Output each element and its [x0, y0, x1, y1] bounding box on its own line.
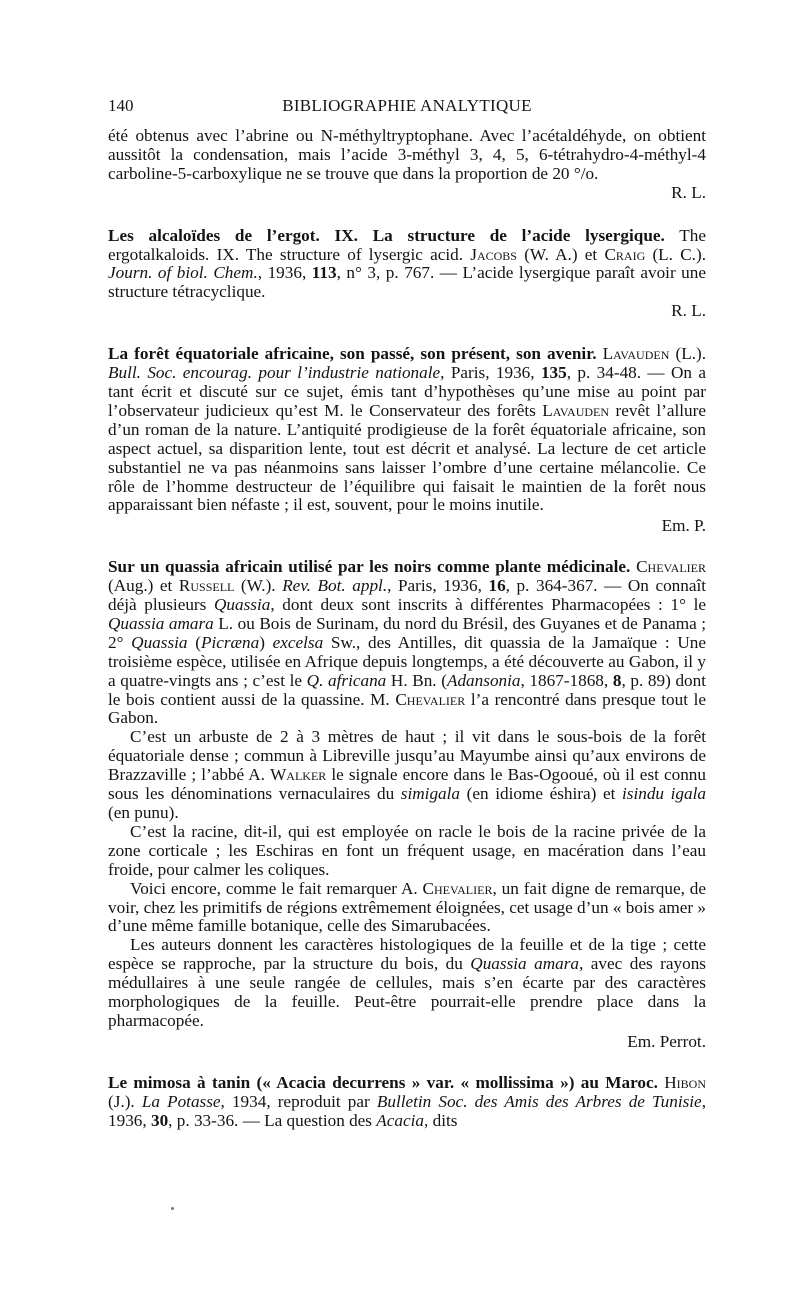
entry-title: Le mimosa à tanin (« Acacia decurrens » var. « mollissima ») au Maroc. [108, 1072, 658, 1092]
journal-name: La Potasse [141, 1091, 221, 1111]
entry-signature: R. L. [671, 301, 706, 321]
entry-signature: Em. P. [661, 516, 706, 536]
species-name: Quassia [131, 632, 188, 652]
volume-number: 30 [150, 1110, 169, 1130]
journal-name: Bulletin Soc. des Amis des Arbres de Tunisie [376, 1091, 702, 1111]
author-name: Lavauden [602, 344, 670, 364]
journal-name: Adansonia [446, 670, 521, 690]
species-name: Q. africana [306, 670, 387, 690]
author-name: Craig [604, 244, 646, 264]
species-name: Acacia [376, 1110, 425, 1130]
journal-name: Rev. Bot. appl. [282, 576, 388, 596]
entry-paragraph: Voici encore, comme le fait remarquer A. Chevalier, un fait digne de remarque, de voir, chez les primitifs de régions extrêmement éloignées, cet usage d’un « bois amer » d’une même famille botanique, celle des Simarubacées. [108, 878, 706, 936]
running-title: BIBLIOGRAPHIE ANALYTIQUE [282, 96, 532, 115]
entry-paragraph: Les alcaloïdes de l’ergot. IX. La structure de l’acide lysergique. The ergotalkaloids. IX. The structure of lysergic acid. Jacobs (W. A.) et Craig (L. C.). Journ. of biol. Chem., 1936, 113, n° 3, p. 767. — L’acide lysergique paraît avoir une structure tétracyclique. [108, 225, 706, 302]
volume-number: 113 [311, 263, 337, 283]
author-name: Russell [178, 576, 235, 596]
volume-number: 16 [488, 576, 506, 596]
volume-number: 135 [540, 363, 567, 383]
author-name: Chevalier [395, 689, 466, 709]
entry-separator [108, 203, 706, 227]
continuation-signature: R. L. [671, 182, 706, 202]
species-name: Quassia amara [470, 954, 580, 974]
author-name: Chevalier [636, 557, 706, 577]
entry-separator [108, 536, 706, 558]
page-header [108, 96, 706, 122]
species-name: excelsa [272, 632, 324, 652]
author-name: Walker [270, 765, 327, 785]
species-name: Quassia [213, 595, 271, 615]
entry-separator [108, 321, 706, 345]
journal-name: Bull. Soc. encourag. pour l’industrie nationale [108, 363, 441, 383]
species-name: Picræna [200, 632, 260, 652]
entry-paragraph: Sur un quassia africain utilisé par les noirs comme plante médicinale. Chevalier (Aug.) et Russell (W.). Rev. Bot. appl., Paris, 1936, 16, p. 364-367. — On connaît déjà plusieurs Quassia, dont deux sont inscrits à différentes Pharmacopées : 1° le Quassia amara L. ou Bois de Surinam, du nord du Brésil, des Guyanes et de Panama ; 2° Quassia (Picræna) excelsa Sw., des Antilles, dit quassia de la Jamaïque : Une troisième espèce, utilisée en Afrique depuis longtemps, a été découverte au Gabon, il y a quatre-vingts ans ; c’est le Q. africana H. Bn. (Adansonia, 1867-1868, 8, p. 89) dont le bois contient aussi de la quassine. M. Chevalier l’a rencontré dans presque tout le Gabon. [108, 557, 707, 728]
entry-paragraph: La forêt équatoriale africaine, son passé, son présent, son avenir. Lavauden (L.). Bull. Soc. encourag. pour l’industrie nationale, Paris, 1936, 135, p. 34-48. — On a tant écrit et discuté sur ce sujet, émis tant d’hypothèses qu’une mise au point par l’observateur judicieux qu’est M. le Conservateur des forêts Lavauden revêt l’allure d’un roman de la nature. L’antiquité prodigieuse de la forêt équatoriale africaine, son aspect actuel, sa disparition lente, tout est décrit et analysé. La lecture de cet article substantiel ne va pas néanmoins sans laisser l’ombre d’une certaine mélancolie. Ce rôle de l’homme destructeur de l’équilibre qui faisait le maintien de la forêt nous apparaissant bien néfaste ; il est, souvent, pour le moins inutile. [108, 344, 707, 515]
entry-separator [108, 1052, 706, 1074]
entry-title: Sur un quassia africain utilisé par les noirs comme plante médicinale. [108, 557, 631, 577]
author-name: Chevalier [422, 878, 493, 898]
vernacular-name: simigala [400, 784, 461, 804]
entry-paragraph: Les auteurs donnent les caractères histologiques de la feuille et de la tige ; cette espèce se rapproche, par la structure du bois, du Quassia amara, avec des rayons médullaires à une seule rangée de cellules, mais s’en écarte par des caractères morphologiques de la feuille. Peut-être pourrait-elle prendre place dans la pharmacopée. [108, 935, 706, 1030]
entry-signature: Em. Perrot. [627, 1031, 706, 1051]
entry-mimosa-tanin [108, 1074, 706, 1131]
author-name: Lavauden [542, 400, 610, 420]
entry-paragraph: C’est la racine, dit-il, qui est employée on racle le bois de la racine privée de la zone corticale ; les Eschiras en font un fréquent usage, en macération dans l’eau froide, pour calmer les coliques. [108, 821, 706, 879]
entry-quassia-africain [108, 558, 706, 1052]
entry-paragraph: Le mimosa à tanin (« Acacia decurrens » var. « mollissima ») au Maroc. Hibon (J.). La Potasse, 1934, reproduit par Bulletin Soc. des Amis des Arbres de Tunisie, 1936, 30, p. 33-36. — La question des Acacia, dits [108, 1072, 707, 1130]
volume-number: 8 [612, 670, 622, 690]
entry-title: Les alcaloïdes de l’ergot. IX. La structure de l’acide lysergique. [108, 225, 665, 245]
entry-foret-equatoriale [108, 345, 706, 536]
journal-name: Journ. of biol. Chem. [108, 263, 258, 283]
entry-title: La forêt équatoriale africaine, son passé, son présent, son avenir. [108, 344, 597, 364]
page-body [108, 127, 706, 1131]
author-name: Hibon [664, 1072, 707, 1092]
entry-paragraph: C’est un arbuste de 2 à 3 mètres de haut ; il vit dans le sous-bois de la forêt équatoriale dense ; commun à Libreville jusqu’au Mayumbe ainsi qu’aux environs de Brazzaville ; l’abbé A. Walker le signale encore dans le Bas-Ogooué, où il est connu sous les dénominations vernaculaires du simigala (en idiome éshira) et isindu igala (en punu). [108, 727, 706, 822]
species-name: Quassia amara [108, 613, 214, 633]
continuation-paragraph: été obtenus avec l’abrine ou N-méthyltryptophane. Avec l’acétaldéhyde, on obtient aussitôt la condensation, mais l’acide 3-méthyl 3, 4, 5, 6-tétrahydro-4-méthyl-4 carboline-5-carboxylique ne se trouve que dans la proportion de 20 °/o. [108, 126, 706, 183]
vernacular-name: isindu igala [622, 784, 706, 804]
page-number: 140 [108, 96, 134, 115]
author-name: Jacobs [470, 244, 517, 264]
paper-speck [171, 1207, 174, 1210]
entry-ergot-alkaloids [108, 227, 706, 322]
